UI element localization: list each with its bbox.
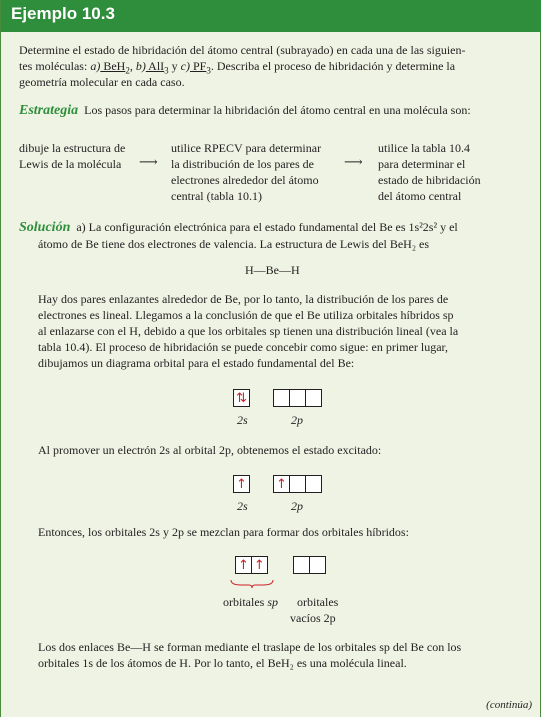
para-2-line-3: al enlazarse con el H, debido a que los orbitales sp tienen una distribución lineal (vea la bbox=[38, 324, 459, 338]
empty-orbital-box bbox=[289, 475, 306, 493]
label-2s: 2s bbox=[237, 499, 248, 513]
empty-orbital-box bbox=[305, 389, 322, 407]
step-2-line-1: utilice RPECV para determinar bbox=[171, 141, 322, 155]
para-4: Entonces, los orbitales 2s y 2p se mezclan para formar dos orbitales híbridos: bbox=[38, 525, 409, 539]
intro-line-3: geometría molecular en cada caso. bbox=[19, 75, 185, 89]
up-electron-icon: ↑ bbox=[251, 556, 268, 574]
intro-line-2: tes moléculas: a) BeH$_2$, b) AlI$_3$ y c) $PF_3$. Describa el proceso de hibridación y determine la bbox=[19, 59, 456, 76]
step-2-line-3: electrones alrededor del átomo bbox=[171, 173, 319, 187]
label-empty-2: vacíos 2p bbox=[290, 611, 336, 625]
step-2-line-4: central (tabla 10.1) bbox=[171, 189, 262, 203]
para-5-line-1: Los dos enlaces Be—H se forman mediante el traslape de los orbitales sp del Be con los bbox=[38, 640, 462, 654]
empty-orbital-box bbox=[305, 475, 322, 493]
para-2-line-2: electrones es lineal. Llegamos a la conclusión de que el Be utiliza orbitales híbridos sp bbox=[38, 308, 454, 322]
para-2-line-1: Hay dos pares enlazantes alrededor de Be, por lo tanto, la distribución de los pares de bbox=[38, 292, 449, 306]
orbital-sp-hybrid bbox=[235, 556, 268, 574]
empty-orbital-box bbox=[309, 556, 326, 574]
step-3-line-4: del átomo central bbox=[378, 189, 462, 203]
intro-line-1: Determine el estado de hibridación del átomo central (subrayado) en cada una de las siguien- bbox=[19, 43, 466, 57]
step-3-line-3: estado de hibridación bbox=[378, 173, 481, 187]
solution-line-1: Solución a) La configuración electrónica para el estado fundamental del Be es 1s²2s² y el bbox=[19, 220, 458, 235]
label-empty-1: orbitales bbox=[297, 595, 339, 609]
para-2-line-5: dibujamos un diagrama orbital para el estado fundamental del Be: bbox=[38, 356, 355, 370]
up-electron-icon: ↑ bbox=[273, 475, 290, 493]
orbital-2p-empty bbox=[293, 556, 326, 574]
up-electron-icon: ↑ bbox=[233, 475, 250, 493]
orbital-2p-ground bbox=[273, 389, 322, 407]
label-2s: 2s bbox=[237, 413, 248, 427]
solution-heading: Solución bbox=[19, 220, 71, 235]
strategy-heading: Estrategia bbox=[19, 103, 79, 118]
arrow-right-icon: ⟶ bbox=[139, 154, 158, 169]
orbital-2s-ground bbox=[233, 389, 250, 407]
label-2p: 2p bbox=[291, 413, 303, 427]
empty-orbital-box bbox=[273, 389, 290, 407]
arrow-right-icon: ⟶ bbox=[344, 154, 363, 169]
brace-icon bbox=[229, 578, 275, 588]
orbital-2s-excited bbox=[233, 475, 250, 493]
example-title: Ejemplo 10.3 bbox=[11, 4, 115, 23]
example-header bbox=[1, 0, 541, 32]
label-sp-orbitals: orbitales sp bbox=[223, 595, 278, 609]
para-2-line-4: tabla 10.4). El proceso de hibridación se puede concebir como sigue: en primer lugar, bbox=[38, 340, 449, 354]
step-1-line-1: dibuje la estructura de bbox=[19, 141, 126, 155]
continued-note: (continúa) bbox=[486, 699, 532, 711]
para-5-line-2: orbitales 1s de los átomos de H. Por lo tanto, el BeH₂ es una molécula lineal. bbox=[38, 656, 407, 670]
up-electron-icon: ↑ bbox=[235, 556, 252, 574]
lewis-structure: H—Be—H bbox=[245, 263, 300, 277]
step-2-line-2: la distribución de los pares de bbox=[171, 157, 314, 171]
empty-orbital-box bbox=[289, 389, 306, 407]
orbital-2p-excited bbox=[273, 475, 322, 493]
solution-line-2: átomo de Be tiene dos electrones de valencia. La estructura de Lewis del BeH₂ es bbox=[38, 237, 430, 251]
step-3-line-1: utilice la tabla 10.4 bbox=[378, 141, 470, 155]
step-3-line-2: para determinar el bbox=[378, 157, 466, 171]
para-3: Al promover un electrón 2s al orbital 2p, obtenemos el estado excitado: bbox=[38, 443, 382, 457]
label-2p: 2p bbox=[291, 499, 303, 513]
empty-orbital-box bbox=[293, 556, 310, 574]
step-1-line-2: Lewis de la molécula bbox=[19, 157, 122, 171]
strategy-paragraph: Estrategia Los pasos para determinar la hibridación del átomo central en una molécula son: bbox=[19, 103, 471, 118]
paired-electrons-icon: ⇅ bbox=[233, 389, 250, 407]
